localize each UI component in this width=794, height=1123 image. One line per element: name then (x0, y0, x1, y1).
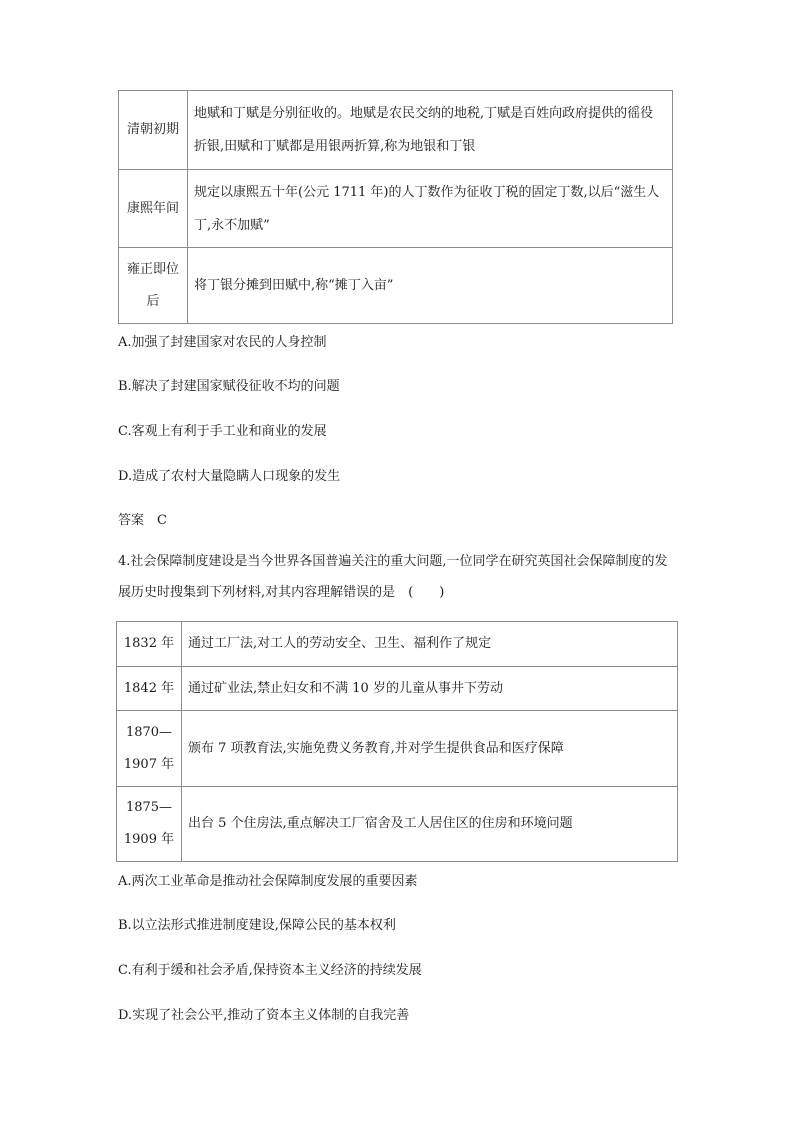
content-cell: 颁布 7 项教育法,实施免费义务教育,并对学生提供食品和医疗保障 (182, 711, 678, 787)
table-row (117, 787, 678, 862)
content-cell: 地赋和丁赋是分别征收的。地赋是农民交纳的地税,丁赋是百姓向政府提供的徭役折银,田赋和丁赋都是用银两折算,称为地银和丁银 (188, 91, 673, 170)
content-cell: 将丁银分摊到田赋中,称“摊丁入亩” (188, 248, 673, 324)
q4-option-b[interactable]: B.以立法形式推进制度建设,保障公民的基本权利 (118, 918, 396, 933)
q3-option-d[interactable]: D.造成了农村大量隐瞒人口现象的发生 (118, 469, 341, 484)
period-cell: 清朝初期 (119, 91, 188, 170)
table-row (119, 248, 673, 324)
year-cell: 1832 年 (117, 622, 182, 667)
period-cell: 康熙年间 (119, 170, 188, 248)
q4-option-a[interactable]: A.两次工业革命是推动社会保障制度发展的重要因素 (118, 874, 418, 889)
table-row (119, 170, 673, 248)
year-cell: 1870—1907 年 (117, 711, 182, 787)
year-cell: 1842 年 (117, 667, 182, 711)
content-cell: 出台 5 个住房法,重点解决工厂宿舍及工人居住区的住房和环境问题 (182, 787, 678, 862)
social-security-table (116, 621, 678, 862)
table-row (117, 622, 678, 667)
content-cell: 通过矿业法,禁止妇女和不满 10 岁的儿童从事井下劳动 (182, 667, 678, 711)
q3-answer: 答案 C (118, 513, 167, 528)
q4-option-d[interactable]: D.实现了社会公平,推动了资本主义体制的自我完善 (118, 1008, 410, 1023)
year-cell: 1875—1909 年 (117, 787, 182, 862)
q4-option-c[interactable]: C.有利于缓和社会矛盾,保持资本主义经济的持续发展 (118, 963, 422, 978)
content-cell: 通过工厂法,对工人的劳动安全、卫生、福利作了规定 (182, 622, 678, 667)
table-row (117, 711, 678, 787)
q4-stem: 4.社会保障制度建设是当今世界各国普遍关注的重大问题,一位同学在研究英国社会保障制度的发展历史时搜集到下列材料,对其内容理解错误的是 ( ) (118, 554, 668, 600)
tax-reform-table (118, 90, 673, 324)
table-row (119, 91, 673, 170)
q3-option-a[interactable]: A.加强了封建国家对农民的人身控制 (118, 335, 327, 350)
q3-option-c[interactable]: C.客观上有利于手工业和商业的发展 (118, 424, 327, 439)
period-cell: 雍正即位后 (119, 248, 188, 324)
content-cell: 规定以康熙五十年(公元 1711 年)的人丁数作为征收丁税的固定丁数,以后“滋生人丁,永不加赋” (188, 170, 673, 248)
table-row (117, 667, 678, 711)
q3-option-b[interactable]: B.解决了封建国家赋役征收不均的问题 (118, 379, 340, 394)
